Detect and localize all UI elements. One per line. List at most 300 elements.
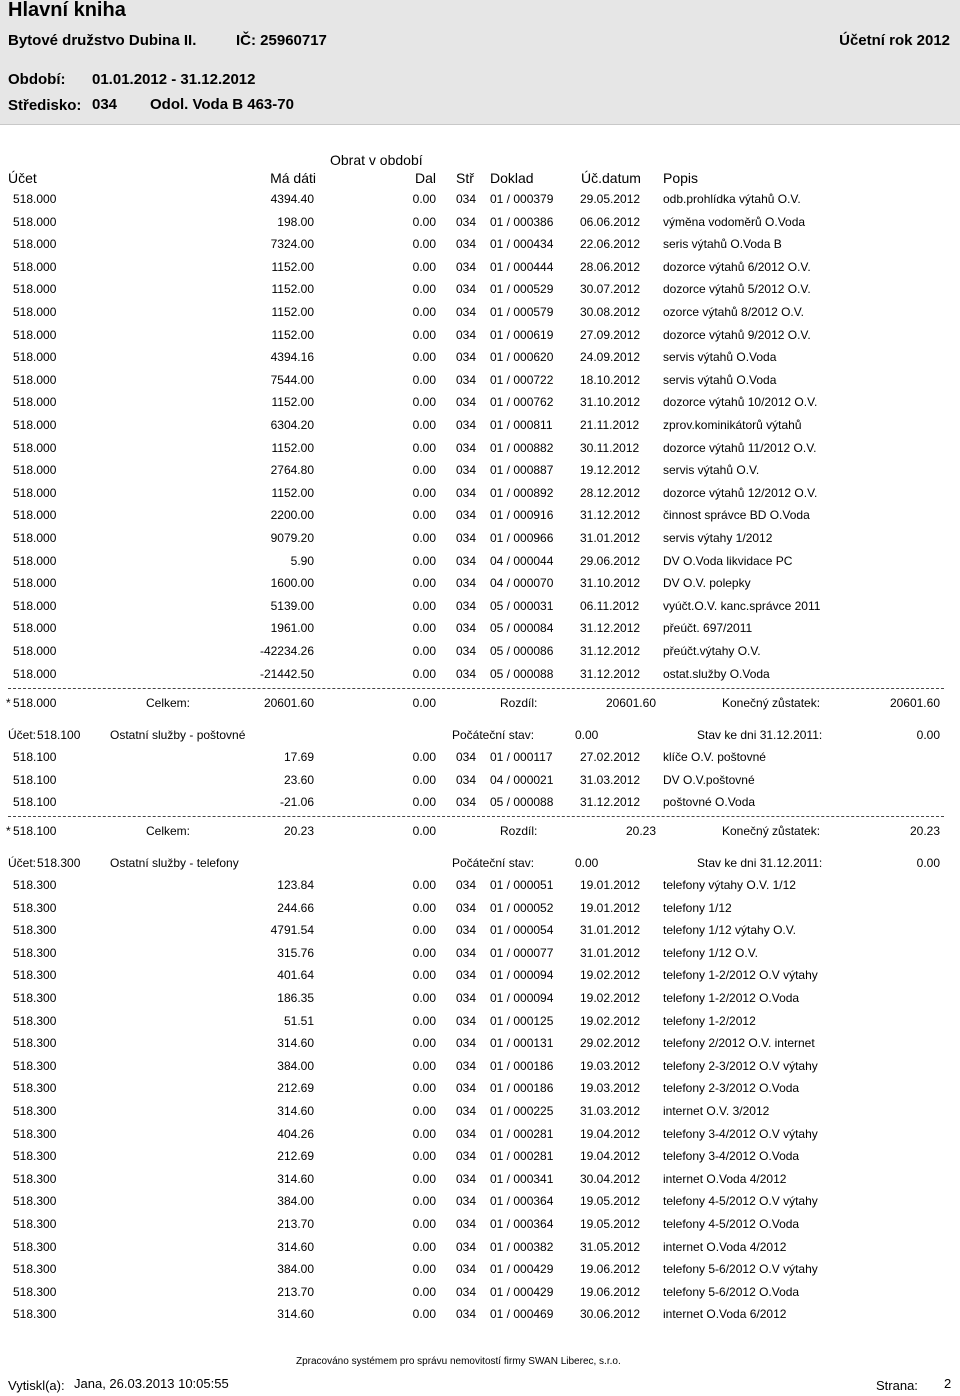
row-credit: 0.00 [412,305,436,319]
row-debit: 314.60 [277,1307,314,1321]
row-account: 518.300 [13,1014,57,1028]
table-row [0,901,960,923]
row-center: 034 [456,773,477,787]
row-credit: 0.00 [412,192,436,206]
row-description: servis výtahy 1/2012 [663,531,773,545]
page-label: Strana: [876,1378,918,1393]
row-description: telefony 3-4/2012 O.V výtahy [663,1127,818,1141]
table-row [0,576,960,598]
row-description: ozorce výtahů 8/2012 O.V. [663,305,804,319]
row-center: 034 [456,215,477,229]
table-row [0,486,960,508]
row-document: 01 / 000364 [490,1194,554,1208]
row-document: 01 / 000382 [490,1240,554,1254]
row-debit: 1152.00 [271,260,314,274]
row-date: 19.06.2012 [580,1285,641,1299]
row-description: servis výtahů O.Voda [663,373,777,387]
center-name: Odol. Voda B 463-70 [150,96,294,113]
period-value: 01.01.2012 - 31.12.2012 [92,71,256,88]
row-debit: 5.90 [290,554,314,568]
row-account: 518.000 [13,576,57,590]
table-row [0,1194,960,1216]
row-debit: 1152.00 [271,305,314,319]
row-account: 518.000 [13,508,57,522]
row-credit: 0.00 [412,1172,436,1186]
row-center: 034 [456,1149,477,1163]
row-description: dozorce výtahů 5/2012 O.V. [663,282,811,296]
column-datum: Úč.datum [581,170,641,186]
row-date: 19.05.2012 [580,1194,641,1208]
row-date: 31.12.2012 [580,667,641,681]
row-description: DV O.V.poštovné [663,773,755,787]
opening-value: 0.00 [575,728,599,742]
row-center: 034 [456,418,477,432]
table-row [0,750,960,772]
row-account: 518.300 [13,878,57,892]
row-date: 31.01.2012 [580,923,641,937]
row-date: 30.04.2012 [580,1172,641,1186]
row-account: 518.000 [13,260,57,274]
row-account: 518.000 [13,667,57,681]
table-row [0,192,960,214]
row-document: 01 / 000281 [490,1127,554,1141]
row-account: 518.300 [13,1127,57,1141]
row-description: činnost správce BD O.Voda [663,508,810,522]
row-debit: 23.60 [283,773,314,787]
row-credit: 0.00 [412,1307,436,1321]
row-date: 19.03.2012 [580,1081,641,1095]
row-center: 034 [456,350,477,364]
row-center: 034 [456,282,477,296]
table-row [0,1307,960,1329]
row-description: telefony 1/12 O.V. [663,946,758,960]
row-description: internet O.Voda 6/2012 [663,1307,787,1321]
row-credit: 0.00 [412,1081,436,1095]
row-description: internet O.V. 3/2012 [663,1104,770,1118]
row-description: dozorce výtahů 6/2012 O.V. [663,260,811,274]
row-center: 034 [456,441,477,455]
row-date: 30.07.2012 [580,282,641,296]
row-description: internet O.Voda 4/2012 [663,1240,787,1254]
report-header [0,0,960,125]
row-debit: 314.60 [277,1172,314,1186]
row-date: 19.01.2012 [580,901,641,915]
row-center: 034 [456,795,477,809]
row-credit: 0.00 [412,486,436,500]
row-center: 034 [456,237,477,251]
row-debit: 7324.00 [270,237,314,251]
row-date: 30.11.2012 [580,441,640,455]
row-debit: 123.84 [277,878,314,892]
account-header [0,728,960,750]
row-date: 31.12.2012 [580,621,641,635]
row-debit: 1961.00 [270,621,314,635]
row-date: 30.08.2012 [580,305,641,319]
row-document: 05 / 000084 [490,621,554,635]
table-row [0,1217,960,1239]
row-center: 034 [456,878,477,892]
row-account: 518.300 [13,1059,57,1073]
page-footer [0,1352,960,1396]
row-account: 518.000 [13,282,57,296]
row-document: 01 / 000887 [490,463,554,477]
row-account: 518.000 [13,621,57,635]
account-total [0,824,960,846]
row-credit: 0.00 [412,328,436,342]
row-center: 034 [456,1172,477,1186]
row-description: přeúčt. 697/2011 [663,621,753,635]
row-document: 01 / 000094 [490,968,554,982]
row-account: 518.000 [13,328,57,342]
row-document: 01 / 000052 [490,901,554,915]
row-date: 31.12.2012 [580,508,641,522]
account-header [0,856,960,878]
total-debit: 20.23 [283,824,314,838]
row-center: 034 [456,644,477,658]
table-row [0,968,960,990]
row-date: 31.01.2012 [580,946,641,960]
center-code: 034 [92,96,118,113]
row-debit: 213.70 [277,1285,314,1299]
row-date: 27.02.2012 [580,750,641,764]
row-credit: 0.00 [412,282,436,296]
opening-value: 0.00 [575,856,599,870]
row-account: 518.300 [13,991,57,1005]
row-account: 518.000 [13,192,57,206]
row-date: 28.06.2012 [580,260,641,274]
row-center: 034 [456,621,477,635]
row-center: 034 [456,1127,477,1141]
row-credit: 0.00 [412,531,436,545]
row-date: 31.03.2012 [580,1104,641,1118]
row-center: 034 [456,463,477,477]
row-date: 27.09.2012 [580,328,641,342]
table-row [0,441,960,463]
table-row [0,215,960,237]
row-center: 034 [456,1217,477,1231]
row-document: 01 / 000186 [490,1081,554,1095]
row-description: servis výtahů O.V. [663,463,760,477]
row-description: přeúčt.výtahy O.V. [663,644,761,658]
row-credit: 0.00 [412,667,436,681]
row-debit: 1600.00 [270,576,314,590]
row-credit: 0.00 [412,1036,436,1050]
row-description: servis výtahů O.Voda [663,350,777,364]
table-row [0,1149,960,1171]
row-center: 034 [456,508,477,522]
row-credit: 0.00 [412,901,436,915]
table-row [0,667,960,689]
row-debit: 51.51 [283,1014,314,1028]
row-document: 01 / 000051 [490,878,554,892]
row-account: 518.300 [13,901,57,915]
row-debit: -21442.50 [259,667,314,681]
row-debit: 1152.00 [271,441,314,455]
row-center: 034 [456,946,477,960]
row-account: 518.300 [13,1194,57,1208]
row-date: 31.10.2012 [580,576,641,590]
row-credit: 0.00 [412,395,436,409]
row-document: 01 / 000762 [490,395,554,409]
row-description: telefony 5-6/2012 O.Voda [663,1285,800,1299]
row-credit: 0.00 [412,1262,436,1276]
prior-balance-label: Stav ke dni 31.12.2011: [697,856,823,870]
row-document: 05 / 000088 [490,667,554,681]
table-row [0,418,960,440]
table-row [0,1014,960,1036]
row-center: 034 [456,968,477,982]
row-credit: 0.00 [412,968,436,982]
row-account: 518.000 [13,305,57,319]
row-credit: 0.00 [412,750,436,764]
row-debit: 7544.00 [270,373,314,387]
row-debit: 404.26 [277,1127,314,1141]
row-credit: 0.00 [412,773,436,787]
total-label: Celkem: [146,696,191,710]
table-row [0,463,960,485]
row-debit: 244.66 [277,901,314,915]
row-credit: 0.00 [412,946,436,960]
row-date: 29.05.2012 [580,192,641,206]
row-account: 518.100 [13,795,57,809]
row-credit: 0.00 [412,1240,436,1254]
row-center: 034 [456,599,477,613]
row-document: 05 / 000088 [490,795,554,809]
row-center: 034 [456,1240,477,1254]
row-date: 31.12.2012 [580,644,641,658]
row-description: seris výtahů O.Voda B [663,237,782,251]
row-date: 19.05.2012 [580,1217,641,1231]
row-document: 01 / 000281 [490,1149,554,1163]
center-label: Středisko: [8,97,82,114]
row-account: 518.000 [13,215,57,229]
row-date: 24.09.2012 [580,350,641,364]
row-account: 518.000 [13,463,57,477]
row-document: 01 / 000619 [490,328,554,342]
row-description: telefony 2/2012 O.V. internet [663,1036,815,1050]
row-document: 01 / 000094 [490,991,554,1005]
row-debit: 314.60 [277,1036,314,1050]
row-account: 518.000 [13,373,57,387]
row-document: 01 / 000117 [490,750,553,764]
row-document: 01 / 000125 [490,1014,554,1028]
row-date: 19.01.2012 [580,878,641,892]
table-row [0,1104,960,1126]
row-description: výměna vodoměrů O.Voda [663,215,806,229]
row-credit: 0.00 [412,215,436,229]
row-date: 21.11.2012 [580,418,640,432]
row-center: 034 [456,1014,477,1028]
row-date: 19.02.2012 [580,968,641,982]
row-credit: 0.00 [412,991,436,1005]
table-row [0,878,960,900]
row-credit: 0.00 [412,237,436,251]
row-description: telefony 4-5/2012 O.V výtahy [663,1194,818,1208]
printed-value: Jana, 26.03.2013 10:05:55 [74,1376,229,1391]
row-account: 518.300 [13,1217,57,1231]
row-account: 518.000 [13,531,57,545]
row-date: 22.06.2012 [580,237,641,251]
account-total [0,696,960,718]
row-debit: 212.69 [277,1081,314,1095]
row-date: 18.10.2012 [580,373,641,387]
row-account: 518.300 [13,1036,57,1050]
column-popis: Popis [663,170,699,186]
table-row [0,395,960,417]
total-account: 518.000 [13,696,57,710]
total-debit: 20601.60 [263,696,314,710]
row-credit: 0.00 [412,1014,436,1028]
row-debit: 5139.00 [270,599,314,613]
row-document: 01 / 000444 [490,260,554,274]
table-row [0,1285,960,1307]
column-doklad: Doklad [490,170,534,186]
row-credit: 0.00 [412,260,436,274]
row-document: 01 / 000722 [490,373,554,387]
row-date: 31.03.2012 [580,773,641,787]
account-name: Ostatní služby - telefony [110,856,239,870]
row-account: 518.300 [13,923,57,937]
row-debit: 2200.00 [270,508,314,522]
row-debit: 17.69 [283,750,314,764]
row-account: 518.300 [13,1240,57,1254]
row-account: 518.300 [13,1285,57,1299]
row-document: 01 / 000892 [490,486,554,500]
row-credit: 0.00 [412,1217,436,1231]
row-center: 034 [456,260,477,274]
row-document: 01 / 000429 [490,1262,554,1276]
row-document: 01 / 000529 [490,282,554,296]
table-row [0,350,960,372]
row-credit: 0.00 [412,1194,436,1208]
row-account: 518.300 [13,968,57,982]
row-debit: 4394.40 [270,192,314,206]
row-debit: -42234.26 [259,644,314,658]
row-description: poštovné O.Voda [663,795,756,809]
row-center: 034 [456,486,477,500]
opening-label: Počáteční stav: [452,728,535,742]
table-row [0,508,960,530]
row-account: 518.300 [13,946,57,960]
closing-value: 20.23 [909,824,940,838]
row-description: telefony výtahy O.V. 1/12 [663,878,796,892]
difference-label: Rozdíl: [500,824,538,838]
row-date: 28.12.2012 [580,486,641,500]
row-document: 01 / 000364 [490,1217,554,1231]
row-credit: 0.00 [412,1127,436,1141]
row-document: 04 / 000070 [490,576,554,590]
row-center: 034 [456,1059,477,1073]
row-credit: 0.00 [412,878,436,892]
row-account: 518.000 [13,350,57,364]
row-account: 518.000 [13,237,57,251]
row-account: 518.300 [13,1081,57,1095]
difference-label: Rozdíl: [500,696,538,710]
table-row [0,1262,960,1284]
row-document: 05 / 000031 [490,599,554,613]
row-document: 01 / 000225 [490,1104,554,1118]
row-date: 06.11.2012 [580,599,640,613]
row-center: 034 [456,923,477,937]
row-account: 518.000 [13,644,57,658]
row-document: 01 / 000077 [490,946,554,960]
table-row [0,260,960,282]
row-debit: 4791.54 [270,923,314,937]
row-date: 19.02.2012 [580,1014,641,1028]
row-description: vyúčt.O.V. kanc.správce 2011 [663,599,821,613]
row-center: 034 [456,1036,477,1050]
total-credit: 0.00 [412,824,436,838]
row-account: 518.300 [13,1172,57,1186]
row-credit: 0.00 [412,350,436,364]
table-row [0,773,960,795]
row-description: klíče O.V. poštovné [663,750,766,764]
row-account: 518.300 [13,1262,57,1276]
closing-value: 20601.60 [889,696,940,710]
row-credit: 0.00 [412,1059,436,1073]
row-description: odb.prohlídka výtahů O.V. [663,192,801,206]
table-row [0,621,960,643]
row-document: 01 / 000429 [490,1285,554,1299]
row-center: 034 [456,192,477,206]
column-obrat: Obrat v období [330,152,423,168]
row-description: telefony 1/12 výtahy O.V. [663,923,796,937]
column-dal: Dal [414,170,436,186]
row-description: telefony 5-6/2012 O.V výtahy [663,1262,818,1276]
row-document: 01 / 000579 [490,305,554,319]
row-account: 518.000 [13,599,57,613]
row-account: 518.000 [13,395,57,409]
row-center: 034 [456,901,477,915]
row-credit: 0.00 [412,1104,436,1118]
table-row [0,599,960,621]
row-description: dozorce výtahů 9/2012 O.V. [663,328,811,342]
total-account: 518.100 [13,824,57,838]
period-label: Období: [8,71,66,88]
row-debit: -21.06 [279,795,314,809]
row-account: 518.300 [13,1149,57,1163]
row-account: 518.300 [13,1307,57,1321]
row-document: 01 / 000341 [490,1172,554,1186]
row-credit: 0.00 [412,644,436,658]
table-row [0,1059,960,1081]
row-description: DV O.Voda likvidace PC [663,554,793,568]
row-description: ostat.služby O.Voda [663,667,770,681]
row-credit: 0.00 [412,923,436,937]
table-row [0,1081,960,1103]
row-description: dozorce výtahů 11/2012 O.V. [663,441,817,455]
row-debit: 384.00 [277,1262,314,1276]
total-credit: 0.00 [412,696,436,710]
closing-label: Konečný zůstatek: [722,824,821,838]
row-credit: 0.00 [412,621,436,635]
row-debit: 314.60 [277,1104,314,1118]
row-center: 034 [456,1081,477,1095]
prior-balance-value: 0.00 [916,728,940,742]
row-debit: 1152.00 [271,328,314,342]
row-debit: 6304.20 [270,418,314,432]
row-description: zprov.kominikátorů výtahů [663,418,802,432]
row-description: telefony 1-2/2012 O.Voda [663,991,800,1005]
account-number: 518.100 [37,728,81,742]
row-document: 01 / 000379 [490,192,554,206]
account-name: Ostatní služby - poštovné [110,728,246,742]
table-row [0,923,960,945]
row-center: 034 [456,328,477,342]
account-label: Účet: [8,856,37,870]
row-date: 31.05.2012 [580,1240,641,1254]
column-ucet: Účet [8,170,37,186]
